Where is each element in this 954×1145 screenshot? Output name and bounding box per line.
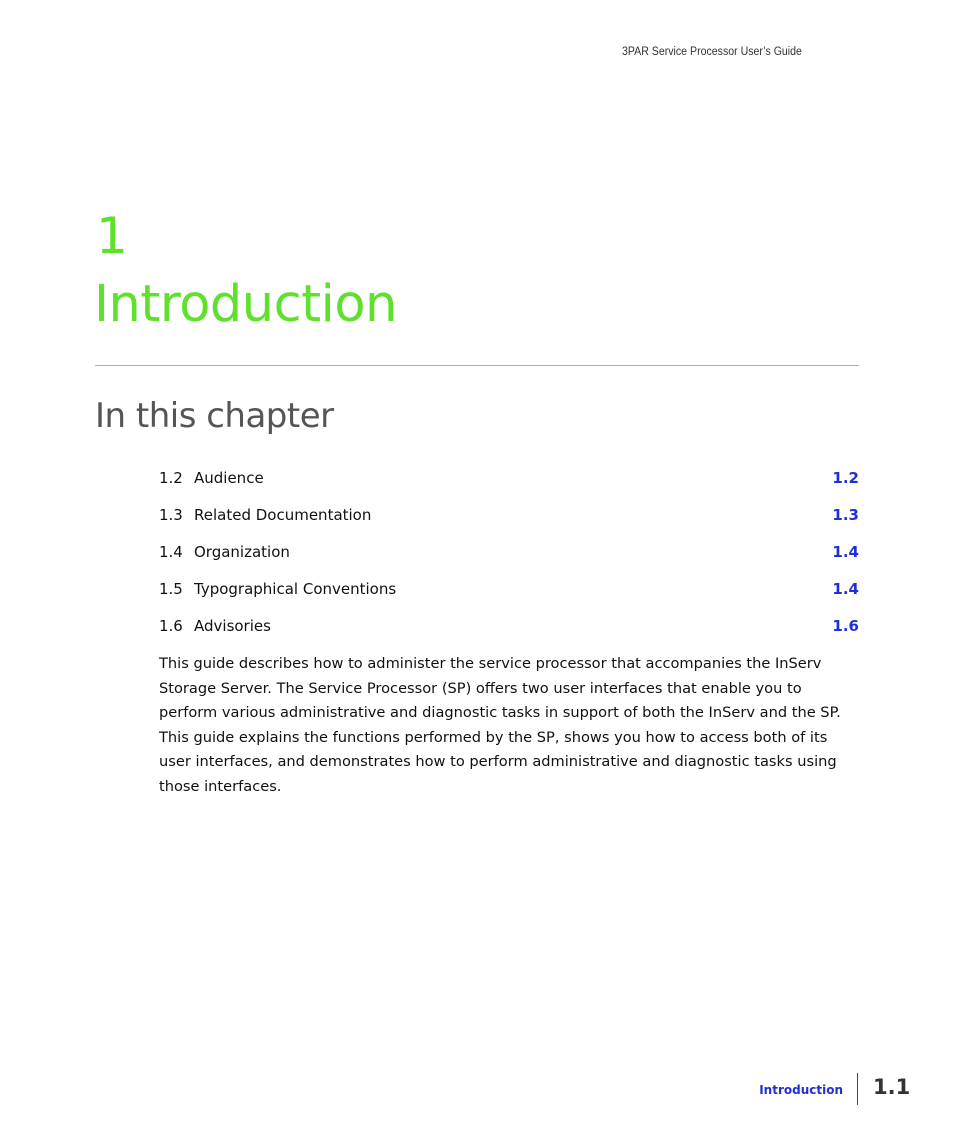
title-divider xyxy=(95,365,859,366)
toc-item-label: Related Documentation xyxy=(194,506,372,524)
toc-item-number: 1.4 xyxy=(159,543,183,561)
in-this-chapter-heading: In this chapter xyxy=(95,396,334,436)
footer-section-link[interactable]: Introduction xyxy=(759,1083,843,1097)
toc-item-label: Organization xyxy=(194,543,290,561)
toc-item-label: Advisories xyxy=(194,617,271,635)
toc-page-link[interactable]: 1.2 xyxy=(832,469,859,487)
toc-item-advisories[interactable] xyxy=(159,614,859,651)
chapter-title: Introduction xyxy=(94,275,397,334)
toc-page-link[interactable]: 1.3 xyxy=(832,506,859,524)
toc-page-link[interactable]: 1.6 xyxy=(832,617,859,635)
toc-item-number: 1.2 xyxy=(159,469,183,487)
intro-paragraph: This guide describes how to administer the service processor that accompanies the InServ Storage Server. The Service Processor (SP) offers two user interfaces that enable you to perform various administrative and diagnostic tasks in support of both the InServ and the SP. This guide explains the functions performed by the SP, shows you how to access both of its user interfaces, and demonstrates how to perform administrative and diagnostic tasks using those interfaces. xyxy=(159,655,841,795)
toc-page-link[interactable]: 1.4 xyxy=(832,543,859,561)
chapter-toc xyxy=(159,466,859,651)
toc-item-number: 1.3 xyxy=(159,506,183,524)
toc-item-number: 1.5 xyxy=(159,580,183,598)
toc-item-related-documentation[interactable] xyxy=(159,503,859,540)
chapter-number: 1 xyxy=(96,207,128,265)
toc-item-organization[interactable] xyxy=(159,540,859,577)
footer-page-number: 1.1 xyxy=(873,1075,911,1099)
running-header: 3PAR Service Processor User’s Guide xyxy=(622,46,802,58)
toc-item-number: 1.6 xyxy=(159,617,183,635)
toc-item-typographical-conventions[interactable] xyxy=(159,577,859,614)
toc-item-label: Audience xyxy=(194,469,264,487)
toc-item-label: Typographical Conventions xyxy=(194,580,397,598)
footer-divider xyxy=(857,1073,858,1105)
toc-page-link[interactable]: 1.4 xyxy=(832,580,859,598)
toc-item-audience[interactable] xyxy=(159,466,859,503)
